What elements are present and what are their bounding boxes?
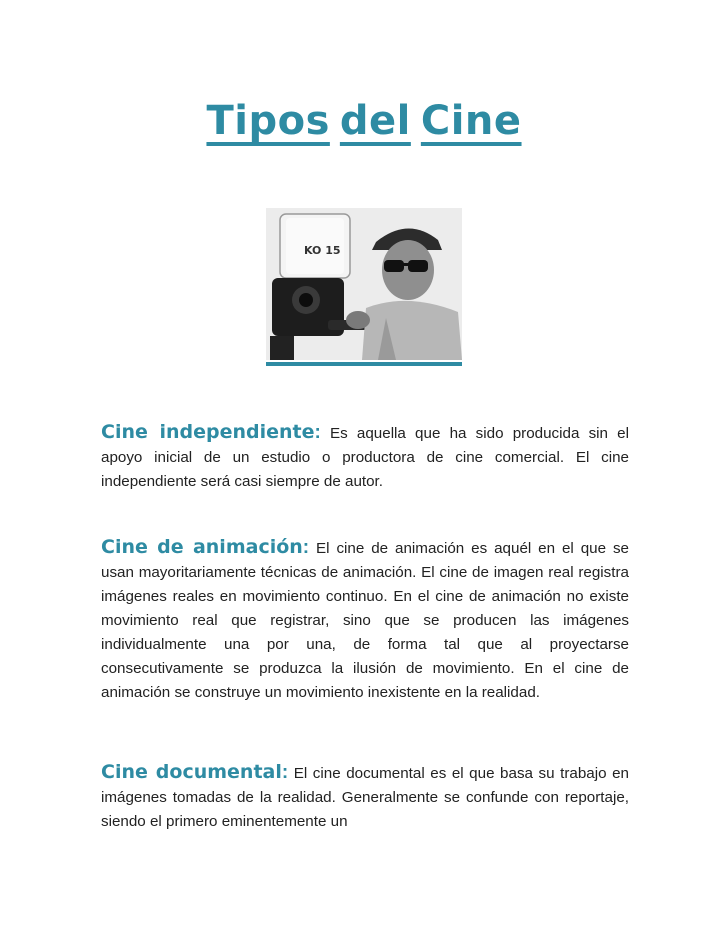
title-word: Tipos: [206, 98, 330, 144]
photo-underline: [266, 362, 462, 366]
section-heading: Cine independiente: [101, 421, 315, 443]
section-colon: :: [302, 537, 310, 558]
section-body: El cine de animación es aquél en el que se usan mayoritariamente técnicas de animación. El cine de imagen real registra imágenes reales en movimiento continuo. En el cine de animación no existe movimiento real que registrar, sino que se producen las imágenes individualmente una por una, de forma tal que al proyectarse consecutivamente se produzca la ilusión de movimiento. En el cine de animación se construye un movimiento inexistente en la realidad.: [101, 540, 629, 701]
filmmaker-photo-drawing: [266, 208, 462, 360]
section-cine-documental: [101, 760, 629, 834]
section-cine-independiente: [101, 420, 629, 494]
section-heading: Cine de animación: [101, 536, 303, 558]
camera-label: KO 15: [304, 244, 341, 257]
section-colon: :: [281, 762, 289, 783]
title-word: Cine: [420, 98, 522, 144]
section-cine-de-animacion: [101, 535, 629, 705]
section-body: El cine documental es el que basa su trabajo en imágenes tomadas de la realidad. Generalmente se confunde con reportaje, siendo el primero eminentemente un: [101, 765, 629, 830]
section-body: Es aquella que ha sido producida sin el apoyo inicial de un estudio o productora de cine comercial. El cine independiente será casi siempre de autor.: [101, 425, 629, 490]
section-heading: Cine documental: [101, 761, 282, 783]
filmmaker-photo: [266, 208, 462, 360]
title-word: del: [339, 98, 411, 144]
page-title: [0, 98, 728, 144]
section-colon: :: [314, 422, 321, 443]
